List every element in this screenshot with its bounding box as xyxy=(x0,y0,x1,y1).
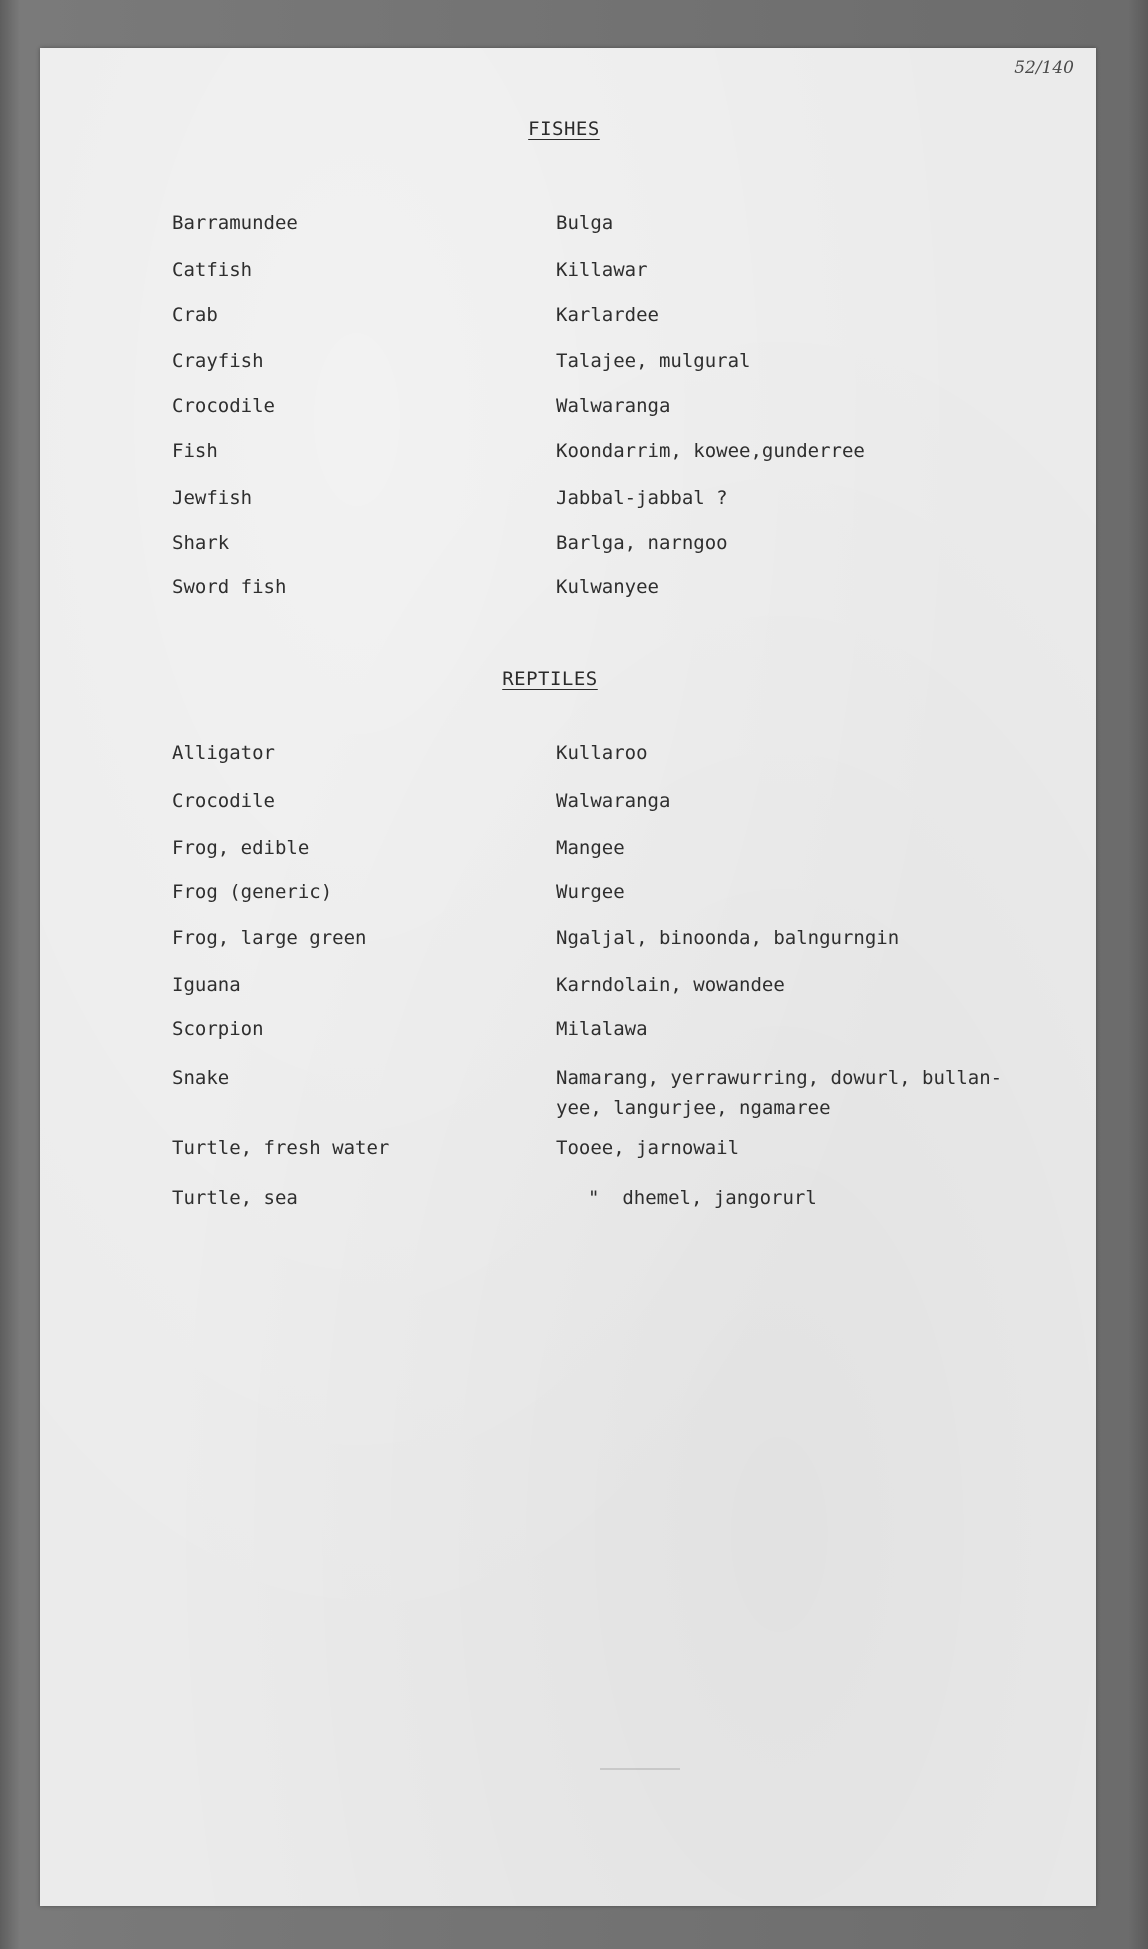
native-term: Walwaranga xyxy=(556,790,671,812)
native-term: Wurgee xyxy=(556,881,625,903)
english-term: Alligator xyxy=(172,742,275,764)
native-term: Namarang, yerrawurring, dowurl, bullan- yee, langurjee, ngamaree xyxy=(556,1067,1003,1119)
english-term: Scorpion xyxy=(172,1018,264,1040)
page-number: 52/140 xyxy=(1014,58,1074,78)
english-term: Turtle, fresh water xyxy=(172,1137,390,1159)
english-term: Sword fish xyxy=(172,576,287,598)
reptiles-heading: REPTILES xyxy=(502,668,598,690)
document-page xyxy=(40,48,1096,1906)
native-term: Mangee xyxy=(556,837,625,859)
english-term: Catfish xyxy=(172,259,253,281)
english-term: Snake xyxy=(172,1067,230,1089)
english-term: Turtle, sea xyxy=(172,1187,298,1209)
native-term: Tooee, jarnowail xyxy=(556,1137,740,1159)
native-term: Kullaroo xyxy=(556,742,648,764)
english-term: Barramundee xyxy=(172,212,298,234)
native-term: Karlardee xyxy=(556,304,659,326)
native-term: Ngaljal, binoonda, balngurngin xyxy=(556,927,900,949)
native-term: Kulwanyee xyxy=(556,576,659,598)
english-term: Shark xyxy=(172,532,230,554)
english-term: Jewfish xyxy=(172,487,253,509)
native-term: Karndolain, wowandee xyxy=(556,974,785,996)
english-term: Crocodile xyxy=(172,395,275,417)
english-term: Iguana xyxy=(172,974,241,996)
native-term: Koondarrim, kowee,gunderree xyxy=(556,440,865,462)
paper-smudge xyxy=(600,1768,680,1770)
english-term: Frog, large green xyxy=(172,927,367,949)
native-term: Milalawa xyxy=(556,1018,648,1040)
fishes-heading: FISHES xyxy=(528,118,600,140)
native-term: Barlga, narngoo xyxy=(556,532,728,554)
english-term: Frog, edible xyxy=(172,837,310,859)
english-term: Crocodile xyxy=(172,790,275,812)
english-term: Crab xyxy=(172,304,218,326)
english-term: Fish xyxy=(172,440,218,462)
native-term: Killawar xyxy=(556,259,648,281)
native-term: Jabbal-jabbal ? xyxy=(556,487,728,509)
native-term: Talajee, mulgural xyxy=(556,350,751,372)
native-term: Bulga xyxy=(556,212,614,234)
native-term: " dhemel, jangorurl xyxy=(588,1187,817,1209)
english-term: Frog (generic) xyxy=(172,881,333,903)
english-term: Crayfish xyxy=(172,350,264,372)
native-term: Walwaranga xyxy=(556,395,671,417)
